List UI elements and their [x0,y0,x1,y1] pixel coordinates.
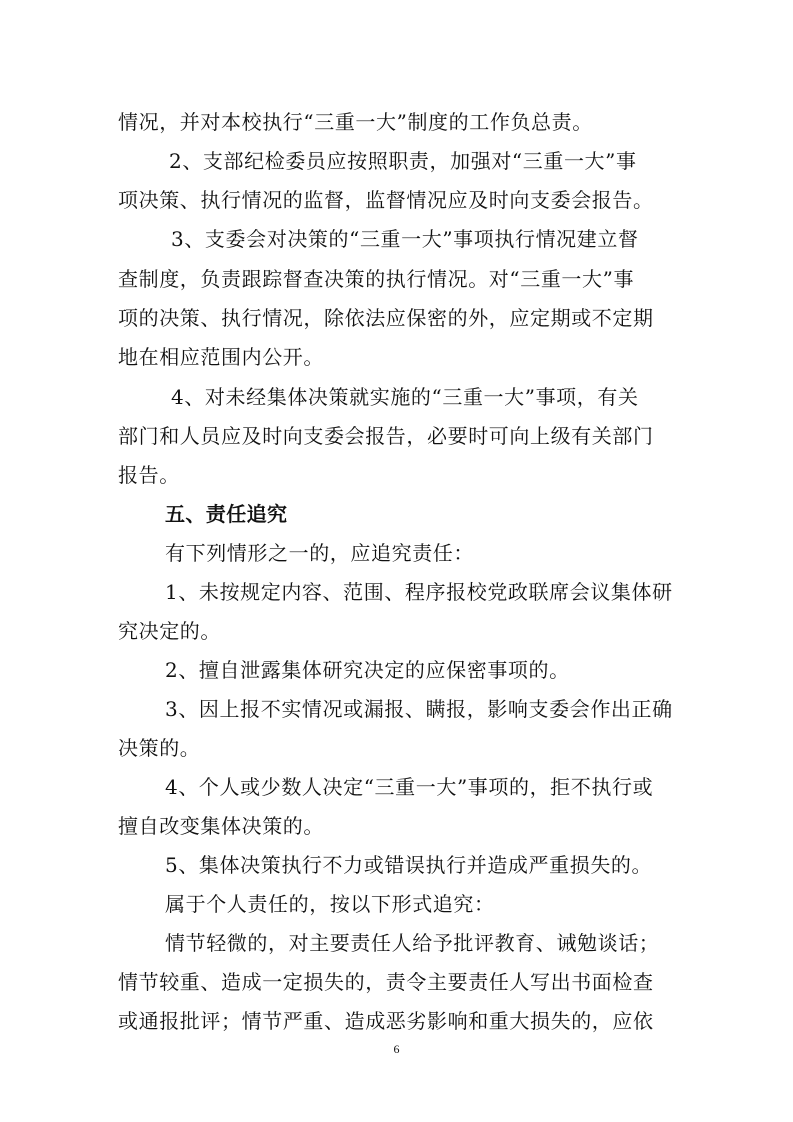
paragraph-line: 情节轻微的，对主要责任人给予批评教育、诫勉谈话； [165,931,660,955]
paragraph-line: 2、支部纪检委员应按照职责，加强对“三重一大”事 [169,149,637,173]
paragraph-line: 属于个人责任的，按以下形式追究： [165,892,495,916]
paragraph-line: 3、支委会对决策的“三重一大”事项执行情况建立督 [171,227,639,251]
paragraph-line: 1、未按规定内容、范围、程序报校党政联席会议集体研 [165,580,673,604]
paragraph-line: 3、因上报不实情况或漏报、瞒报，影响支委会作出正确 [165,697,673,721]
paragraph-line: 究决定的。 [118,619,221,643]
paragraph-line: 2、擅自泄露集体研究决定的应保密事项的。 [165,658,570,682]
paragraph-line: 或通报批评；情节严重、造成恶劣影响和重大损失的，应依 [118,1009,654,1033]
paragraph-line: 5、集体决策执行不力或错误执行并造成严重损失的。 [165,853,653,877]
paragraph-line: 项的决策、执行情况，除依法应保密的外，应定期或不定期 [118,306,654,330]
paragraph-line: 部门和人员应及时向支委会报告，必要时可向上级有关部门 [118,424,654,448]
paragraph-line: 擅自改变集体决策的。 [118,814,324,838]
paragraph-line: 4、个人或少数人决定“三重一大”事项的，拒不执行或 [165,775,654,799]
paragraph-line: 决策的。 [118,736,201,760]
paragraph-line: 情况，并对本校执行“三重一大”制度的工作负总责。 [118,110,593,134]
paragraph-line: 项决策、执行情况的监督，监督情况应及时向支委会报告。 [118,188,654,212]
paragraph-line: 地在相应范围内公开。 [118,345,324,369]
paragraph-line: 查制度，负责跟踪督查决策的执行情况。对“三重一大”事 [118,267,635,291]
paragraph-line: 情节较重、造成一定损失的，责令主要责任人写出书面检查 [118,970,654,994]
paragraph-line: 有下列情形之一的，应追究责任： [165,541,474,565]
paragraph-line: 4、对未经集体决策就实施的“三重一大”事项，有关 [171,385,639,409]
page-number: 6 [393,1042,400,1056]
section-heading: 五、责任追究 [165,502,288,526]
paragraph-line: 报告。 [118,463,180,487]
